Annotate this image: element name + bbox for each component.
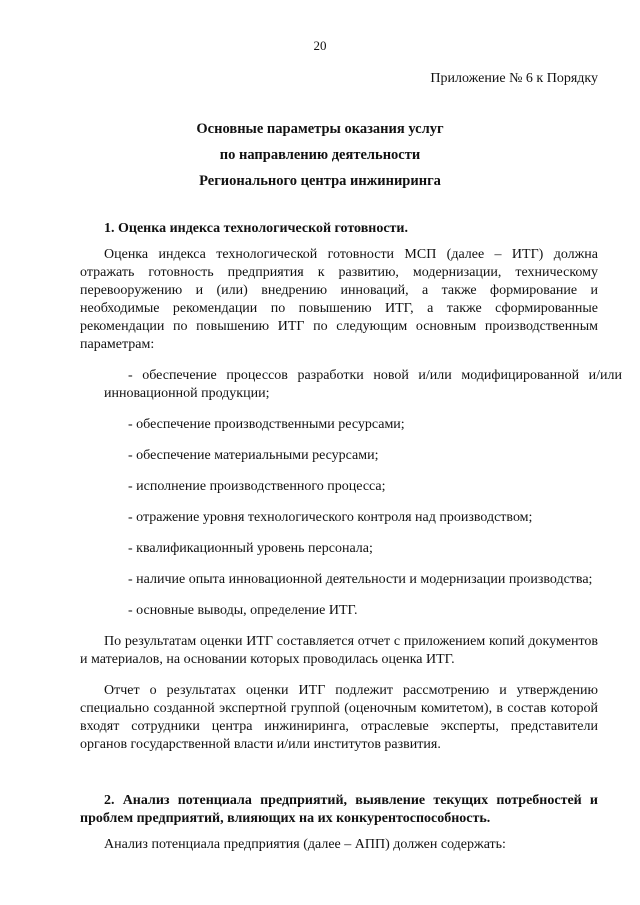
appendix-reference: Приложение № 6 к Порядку — [430, 71, 598, 86]
page-number: 20 — [313, 38, 327, 53]
section-2-intro: Анализ потенциала предприятия (далее – АПП) должен содержать: — [104, 837, 506, 852]
list-item: - обеспечение материальными ресурсами; — [128, 448, 379, 463]
section-1-approval-paragraph: Отчет о результатах оценки ИТГ подлежит рассмотрению и утверждению специально созданной экспертной группой (оценочным комитетом), в состав которой входят сотрудники центра инжиниринга, отраслевые эксперты, представители органов государственной власти и/или институтов развития. — [80, 683, 598, 752]
section-1-intro: Оценка индекса технологической готовности МСП (далее – ИТГ) должна отражать готовность предприятия к развитию, модернизации, техническому перевооружению и (или) внедрению инноваций, а также формирование и необходимые рекомендации по повышению ИТГ, а также сформированные рекомендации по повышению ИТГ по следующим основным производственным параметрам: — [80, 247, 598, 352]
list-item: - отражение уровня технологического контроля над производством; — [128, 510, 533, 525]
document-title-line-3: Регионального центра инжиниринга — [199, 173, 441, 189]
list-item: - обеспечение процессов разработки новой и/или модифицированной и/или инновационной продукции; — [104, 368, 622, 401]
list-item: - основные выводы, определение ИТГ. — [128, 603, 358, 618]
section-2-heading: 2. Анализ потенциала предприятий, выявление текущих потребностей и проблем предприятий, влияющих на их конкурентоспособность. — [80, 793, 598, 826]
document-title-line-1: Основные параметры оказания услуг — [196, 121, 444, 137]
list-item: - обеспечение производственными ресурсами; — [128, 417, 405, 432]
section-1-heading: 1. Оценка индекса технологической готовности. — [104, 221, 408, 236]
list-item: - квалификационный уровень персонала; — [128, 541, 373, 556]
list-item: - наличие опыта инновационной деятельности и модернизации производства; — [128, 572, 593, 587]
document-title-line-2: по направлению деятельности — [219, 147, 421, 163]
document-body — [80, 220, 622, 867]
list-item: - исполнение производственного процесса; — [128, 479, 386, 494]
section-1-report-paragraph: По результатам оценки ИТГ составляется отчет с приложением копий документов и материалов, на основании которых проводилась оценка ИТГ. — [80, 634, 598, 667]
